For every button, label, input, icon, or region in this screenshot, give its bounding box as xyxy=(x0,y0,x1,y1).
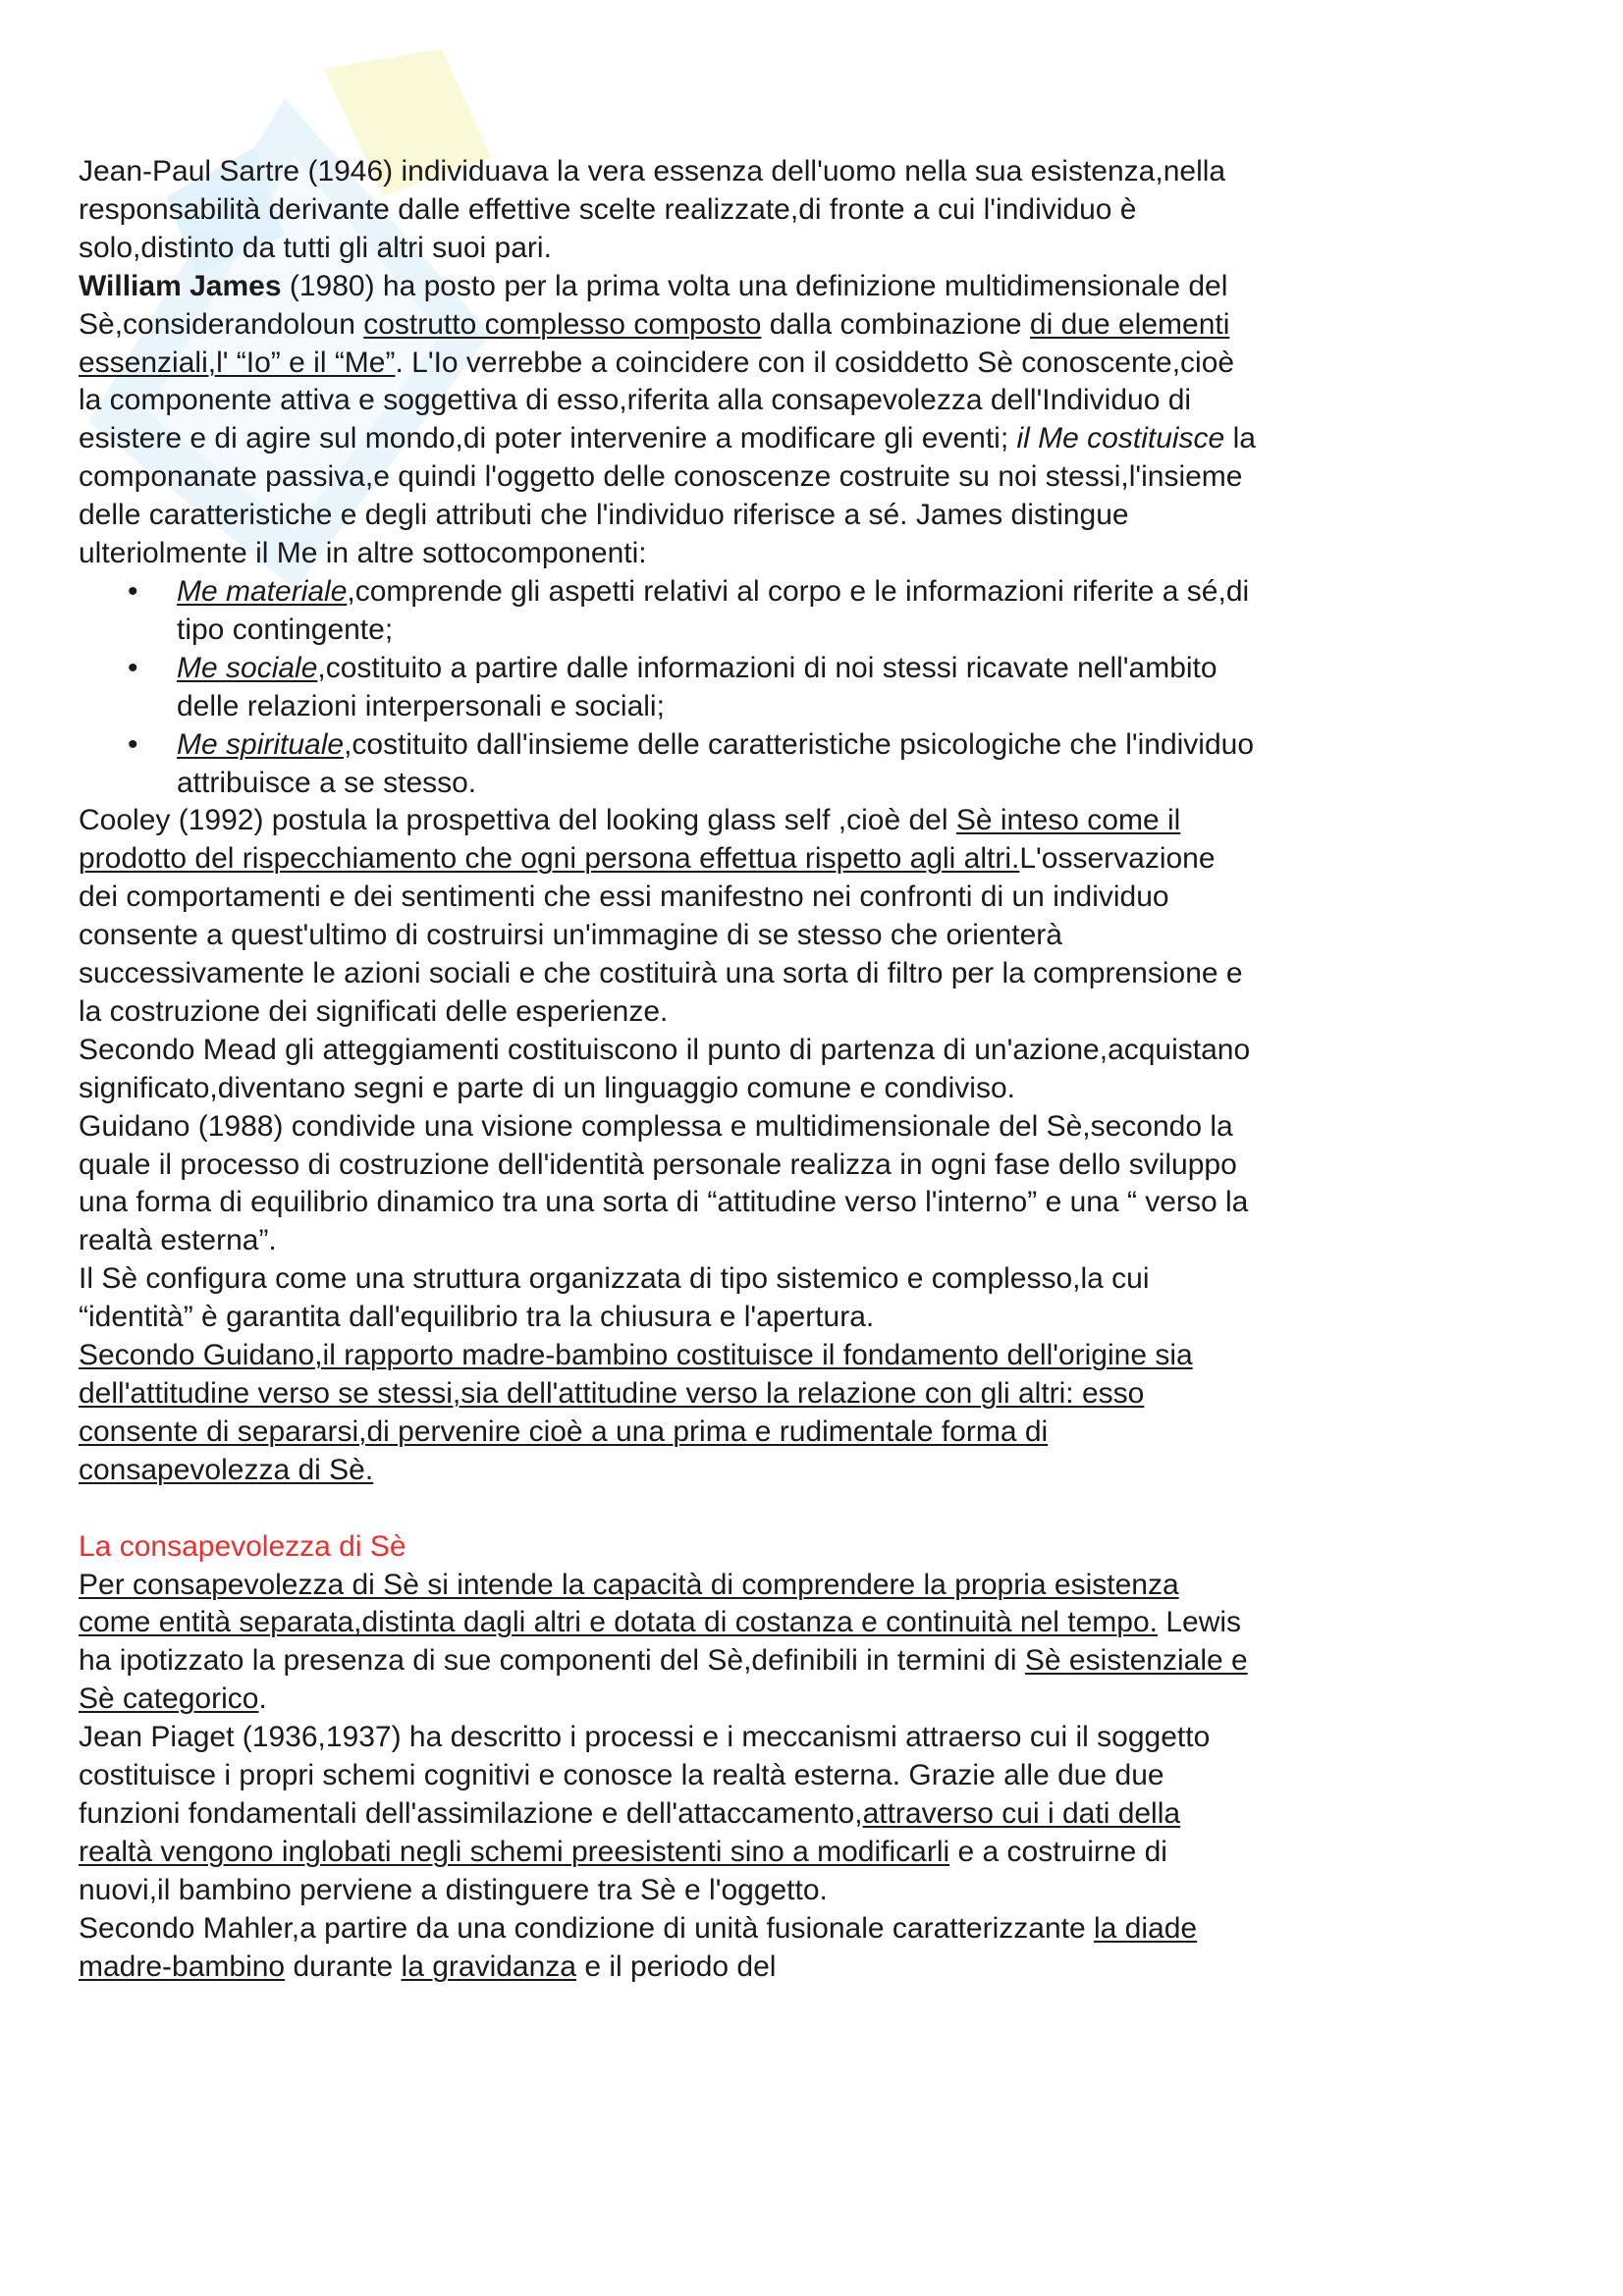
paragraph-piaget xyxy=(79,1719,1257,1910)
paragraph-sartre xyxy=(79,153,1257,268)
consapevolezza-underline-2: Sè esistenziale e Sè categorico xyxy=(79,1644,1248,1716)
consapevolezza-text-1: Lewis ha ipotizzato la presenza di sue componenti del Sè,definibili in termini di xyxy=(79,1606,1242,1678)
mahler-underline-1: la diade madre-bambino xyxy=(79,1911,1198,1983)
sartre-text: Jean-Paul Sartre (1946) individuava la vera essenza dell'uomo nella sua esistenza,nella responsabilità derivante dalle effettive scelte realizzate,di fronte a cui l'individuo è solo,distinto da tutti gli altri suoi pari. xyxy=(79,155,1226,264)
mahler-underline-2: la gravidanza xyxy=(401,1949,576,1983)
guidano2-underline: Secondo Guidano,il rapporto madre-bambino costituisce il fondamento dell'origine sia dell'attitudine verso se stessi,sia dell'attitudine verso la relazione con gli altri: esso consente di separarsi,di pervenire cioè a una prima e rudimentale forma di consapevolezza di Sè. xyxy=(79,1339,1193,1486)
me-materiale-text: ,comprende gli aspetti relativi al corpo e le informazioni riferite a sé,di tipo contingente; xyxy=(177,574,1250,646)
guidano-text: Guidano (1988) condivide una visione complessa e multidimensionale del Sè,secondo la quale il processo di costruzione dell'identità personale realizza in ogni fase dello sviluppo una forma di equilibrio dinamico tra una sorta di “attitudine verso l'interno” e una “ verso la realtà esterna”. xyxy=(79,1109,1249,1257)
consapevolezza-text-2: . xyxy=(258,1682,267,1716)
piaget-text-1: Jean Piaget (1936,1937) ha descritto i processi e i meccanismi attraerso cui il soggetto costituisce i propri schemi cognitivi e conosce la realtà esterna. Grazie alle due due funzioni fondamentali dell'assimilazione e dell'attaccamento, xyxy=(79,1721,1211,1830)
piaget-underline: attraverso cui i dati della realtà vengono inglobati negli schemi preesistenti sino a modificarli xyxy=(79,1796,1181,1868)
me-subcomponents-list xyxy=(79,573,1257,802)
cooley-text-1: Cooley (1992) postula la prospettiva del looking glass self ,cioè del xyxy=(79,804,956,837)
james-text-3: . L'Io verrebbe a coincidere con il cosiddetto Sè conoscente,cioè la componente attiva e soggettiva di esso,riferita alla consapevolezza dell'Individuo di esistere e di agire sul mondo,di poter intervenire a modificare gli eventi; xyxy=(79,346,1235,455)
james-name: William James xyxy=(79,269,282,302)
me-sociale-text: ,costituito a partire dalle informazioni di noi stessi ricavate nell'ambito delle relazioni interpersonali e sociali; xyxy=(177,651,1217,722)
paragraph-sistema xyxy=(79,1260,1257,1337)
mahler-text-2: durante xyxy=(285,1949,402,1983)
james-underline-1: costrutto complesso composto xyxy=(363,307,762,341)
cooley-text-2: L'osservazione dei comportamenti e dei sentimenti che essi manifestno nei confronti di un individuo consente a quest'ultimo di costruirsi un'immagine di se stesso che orienterà successivamente le azioni sociali e che costituirà una sorta di filtro per la comprensione e la costruzione dei significati delle esperienze. xyxy=(79,842,1243,1028)
james-text-4: la componanate passiva,e quindi l'oggetto delle conoscenze costruite su noi stessi,l'insieme delle caratteristiche e degli attributi che l'individuo riferisce a sé. James distingue ulteriolmente il Me in altre sottocomponenti: xyxy=(79,422,1256,570)
james-italic: il Me costituisce xyxy=(1016,422,1225,455)
document-body xyxy=(79,153,1257,1986)
james-text-1: (1980) ha posto per la prima volta una definizione multidimensionale del Sè,considerandoloun xyxy=(79,269,1228,341)
james-underline-2: di due elementi essenziali,l' “Io” e il “Me” xyxy=(79,307,1230,379)
james-text-2: dalla combinazione xyxy=(761,307,1030,341)
sistema-text: Il Sè configura come una struttura organizzata di tipo sistemico e complesso,la cui “identità” è garantita dall'equilibrio tra la chiusura e l'apertura. xyxy=(79,1262,1150,1334)
me-spirituale-term: Me spirituale xyxy=(177,727,345,761)
paragraph-guidano-2 xyxy=(79,1337,1257,1490)
list-item xyxy=(177,650,1257,726)
paragraph-mahler xyxy=(79,1910,1257,1987)
mead-text: Secondo Mead gli atteggiamenti costituiscono il punto di partenza di un'azione,acquistano significato,diventano segni e parte di un linguaggio comune e condiviso. xyxy=(79,1033,1251,1104)
mahler-text-3: e il periodo del xyxy=(575,1949,777,1983)
mahler-text-1: Secondo Mahler,a partire da una condizione di unità fusionale caratterizzante xyxy=(79,1911,1094,1945)
list-item xyxy=(177,573,1257,650)
me-spirituale-text: ,costituito dall'insieme delle caratteristiche psicologiche che l'individuo attribuisce a se stesso. xyxy=(177,727,1255,799)
section-heading: La consapevolezza di Sè xyxy=(79,1529,406,1563)
paragraph-consapevolezza xyxy=(79,1567,1257,1720)
cooley-underline: Sè inteso come il prodotto del rispecchiamento che ogni persona effettua rispetto agli altri. xyxy=(79,804,1181,876)
paragraph-guidano xyxy=(79,1108,1257,1261)
spacer xyxy=(79,1490,1257,1528)
paragraph-mead xyxy=(79,1032,1257,1108)
piaget-text-2: e a costruirne di nuovi,il bambino perviene a distinguere tra Sè e l'oggetto. xyxy=(79,1835,1167,1906)
paragraph-cooley xyxy=(79,802,1257,1031)
list-item xyxy=(177,726,1257,803)
me-materiale-term: Me materiale xyxy=(177,574,348,608)
paragraph-james xyxy=(79,268,1257,573)
me-sociale-term: Me sociale xyxy=(177,651,318,684)
consapevolezza-underline-1: Per consapevolezza di Sè si intende la capacità di comprendere la propria esistenza come entità separata,distinta dagli altri e dotata di costanza e continuità nel tempo. xyxy=(79,1568,1179,1639)
